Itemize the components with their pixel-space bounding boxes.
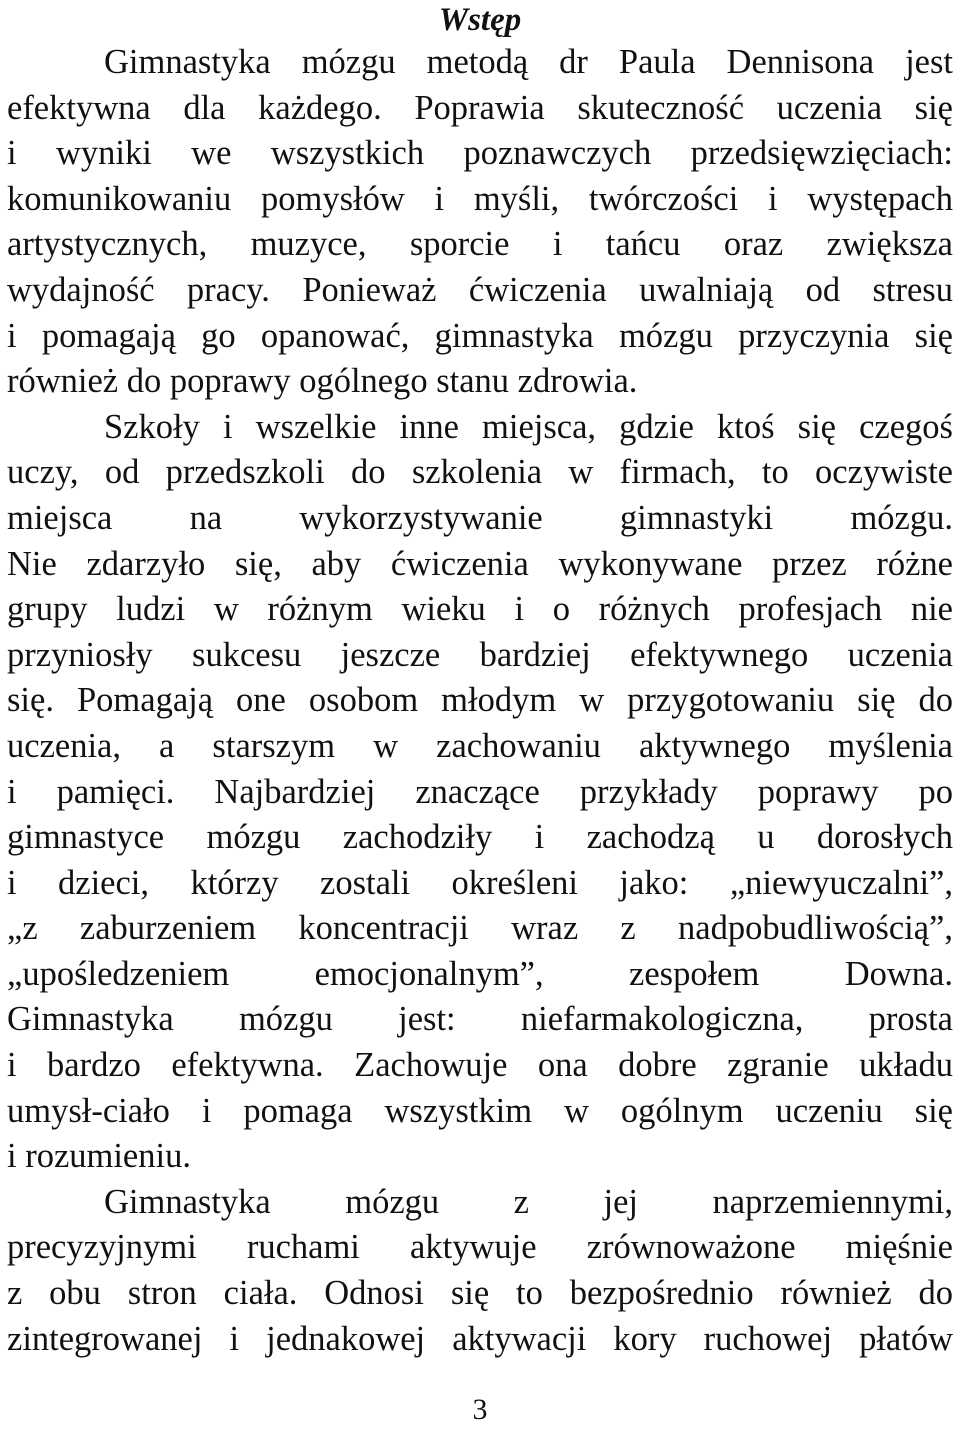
text-line: „upośledzeniem emocjonalnym”, zespołem Downa. (7, 954, 953, 993)
text-line: uczenia, a starszym w zachowaniu aktywnego myślenia (7, 726, 953, 765)
text-line: Gimnastyka mózgu metodą dr Paula Dennisona jest (104, 43, 953, 81)
text-line: i pomagają go opanować, gimnastyka mózgu przyczynia się (7, 316, 953, 355)
text-line: umysł-ciało i pomaga wszystkim w ogólnym uczeniu się (7, 1091, 953, 1130)
text-line: precyzyjnymi ruchami aktywuje zrównoważone mięśnie (7, 1228, 953, 1267)
text-line: i dzieci, którzy zostali określeni jako: „niewyuczalni”, (7, 863, 953, 902)
text-line: się. Pomagają one osobom młodym w przygotowaniu się do (7, 681, 953, 720)
text-line: „z zaburzeniem koncentracji wraz z nadpobudliwością”, (7, 909, 953, 948)
text-line: zintegrowanej i jednakowej aktywacji kory ruchowej płatów (7, 1319, 953, 1358)
text-line: uczy, od przedszkoli do szkolenia w firmach, to oczywiste (7, 453, 953, 492)
text-line: artystycznych, muzyce, sporcie i tańcu oraz zwiększa (7, 225, 953, 264)
paragraph (7, 1180, 953, 1362)
paragraph (7, 405, 953, 1180)
document-title: Wstęp (438, 2, 522, 38)
text-line: z obu stron ciała. Odnosi się to bezpośrednio również do (7, 1274, 953, 1313)
document-page (7, 0, 953, 1429)
text-line: i rozumieniu. (7, 1137, 191, 1176)
text-line: Szkoły i wszelkie inne miejsca, gdzie ktoś się czegoś (104, 407, 953, 446)
text-line: gimnastyce mózgu zachodziły i zachodzą u dorosłych (7, 818, 953, 857)
text-line: i wyniki we wszystkich poznawczych przedsięwzięciach: (7, 134, 953, 173)
text-line: komunikowaniu pomysłów i myśli, twórczości i występach (7, 179, 953, 218)
text-line: również do poprawy ogólnego stanu zdrowia. (7, 362, 638, 401)
text-line: Gimnastyka mózgu jest: niefarmakologiczna, prosta (7, 1000, 953, 1039)
text-line: wydajność pracy. Ponieważ ćwiczenia uwalniają od stresu (7, 270, 953, 309)
text-line: Gimnastyka mózgu z jej naprzemiennymi, (104, 1182, 953, 1221)
page-number: 3 (472, 1393, 488, 1426)
text-line: przyniosły sukcesu jeszcze bardziej efektywnego uczenia (7, 635, 953, 674)
text-line: Nie zdarzyło się, aby ćwiczenia wykonywane przez różne (7, 544, 953, 583)
text-line: grupy ludzi w różnym wieku i o różnych profesjach nie (7, 590, 953, 629)
text-line: i pamięci. Najbardziej znaczące przykłady poprawy po (7, 772, 953, 811)
text-line: efektywna dla każdego. Poprawia skuteczność uczenia się (7, 88, 953, 127)
paragraph (7, 40, 953, 405)
text-line: miejsca na wykorzystywanie gimnastyki mózgu. (7, 498, 953, 537)
document-body (7, 40, 953, 1362)
text-line: i bardzo efektywna. Zachowuje ona dobre zgranie układu (7, 1046, 953, 1085)
